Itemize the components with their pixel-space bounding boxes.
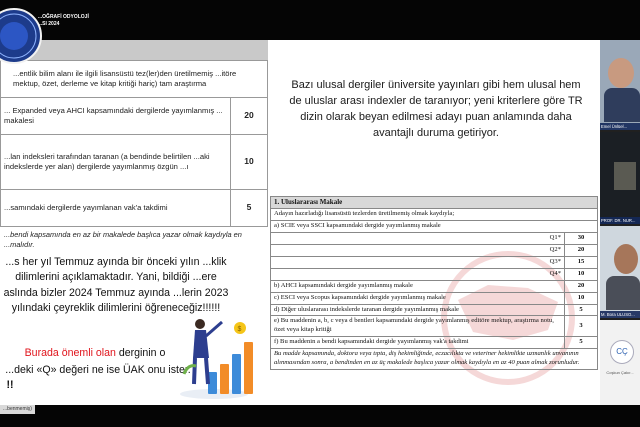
- row-a-label: a) SCIE veya SSCI kapsamındaki dergide yayımlanmış makale: [271, 221, 598, 233]
- criteria-points: 10: [231, 135, 268, 190]
- row-label: d) Diğer uluslararası indekslerde taranan dergide yayımlanmış makale: [271, 304, 565, 316]
- participant-frame: [614, 162, 636, 190]
- row-value: 20: [565, 280, 598, 292]
- criteria-points: 5: [231, 190, 268, 227]
- slide-paragraph: Bazı ulusal dergiler üniversite yayınları gibi hem ulusal hem de uluslar arası indexler de taranıyor; yeni kriterlere göre TR dizin olarak beyan edilmesi adayı puan anlamında daha avantajlı duruma getiriyor.: [289, 79, 583, 139]
- growth-chart-illustration: [178, 314, 256, 400]
- logo-line-2: ...SI 2024: [38, 21, 60, 27]
- participant-body: [606, 276, 640, 310]
- regulation-document: [270, 196, 598, 401]
- row-value: 3: [565, 316, 598, 337]
- participant-panel: [600, 40, 640, 405]
- participant-name: Emel Ünlüel...: [600, 123, 640, 130]
- logo-line-1: ...OĞRAFİ ODYOLOJİ: [38, 14, 89, 20]
- important-line: [0, 346, 190, 361]
- table-row: [271, 316, 598, 337]
- row-value: 5: [565, 337, 598, 349]
- quartile-explanation: ...s her yıl Temmuz ayında bir önceki yılın ...klik dilimlerini açıklamaktadır. Yani, bildiği ...ere aslında bizler 2024 Temmuz ayında ...lerin 2023 yılındaki çeyreklik dilimlerini öğreneceğiz!!!!!!: [3, 256, 229, 315]
- logo-emblem-icon: [0, 10, 40, 62]
- avatar: [614, 244, 638, 274]
- doc-title: 1. Uluslararası Makale: [271, 197, 598, 209]
- svg-text:$: $: [237, 326, 242, 333]
- avatar: [608, 58, 634, 88]
- participant-name: M. Bora ULUSO...: [600, 311, 640, 318]
- slide-footer-chip: ...benmemiş): [0, 405, 35, 414]
- table-row: [1, 135, 268, 190]
- participant-name: Coşkun Çakır...: [606, 370, 634, 375]
- table-row: [271, 304, 598, 316]
- criteria-intro: ...entlik bilim alanı ile ilgili lisansüstü tez(ler)den üretilmemiş ...itöre mektup, özet, derleme ve kitap kritiği hariç) tam araştırma: [1, 61, 268, 98]
- participant-video-1[interactable]: [600, 40, 640, 130]
- table-row: [271, 268, 598, 280]
- row-value: 5: [565, 304, 598, 316]
- table-row: [271, 280, 598, 292]
- quartile-label: Q4*: [271, 268, 565, 280]
- important-black-text: derginin o: [115, 347, 166, 359]
- quartile-label: Q3*: [271, 257, 565, 269]
- participant-body: [604, 88, 640, 122]
- left-slide: [0, 40, 268, 405]
- criteria-note: ...bendi kapsamında en az bir makalede başlıca yazar olmak kaydıyla en ...malıdır.: [4, 230, 242, 250]
- doc-intro: Adayın hazırladığı lisansüstü tezlerden üretilmemiş olmak kaydıyla;: [271, 209, 598, 221]
- criteria-text: ... Expanded veya AHCI kapsamındaki dergilerde yayımlanmış ... makalesi: [1, 98, 231, 135]
- row-label: e) Bu maddenin a, b, c veya d bentleri kapsamındaki dergide yayımlanmış editöre mektup, araştırma notu, özet veya kitap kritiği: [271, 316, 565, 337]
- table-row: [271, 233, 598, 245]
- criteria-text: ...lan indeksleri tarafından taranan (a bendinde belirtilen ...aki indekslerde yer alan) dergilerde yayımlanmış özgün ...ı: [1, 135, 231, 190]
- table-row: [271, 257, 598, 269]
- quartile-label: Q2*: [271, 245, 565, 257]
- quartile-label: Q1*: [271, 233, 565, 245]
- participant-tile-4[interactable]: [600, 320, 640, 405]
- quartile-value: 15: [565, 257, 598, 269]
- quartile-value: 20: [565, 245, 598, 257]
- main-slide: [268, 40, 600, 405]
- exclamation-text: !!: [6, 379, 14, 391]
- criteria-table: [0, 60, 268, 227]
- participant-initials: CÇ: [610, 340, 634, 364]
- important-red-text: Burada önemli olan: [24, 347, 116, 359]
- doc-footnote: Bu madde kapsamında, doktora veya tıpta, diş hekimliğinde, eczacılıkta ve veteriner hekimlikte uzmanlık unvanının alınmasından sonra, a bendinden en az üç makalede başlıca yazar olmak kaydıyla en az 40 puan almak zorunludur.: [271, 349, 598, 370]
- table-row: [271, 245, 598, 257]
- participant-name: PROF. DR. NUR...: [600, 217, 640, 224]
- table-row: [1, 98, 268, 135]
- logo-caption: [38, 14, 108, 28]
- q-value-line: ...deki «Q» değeri ne ise ÜAK onu ister.: [5, 364, 191, 376]
- row-label: c) ESCI veya Scopus kapsamındaki dergide yayımlanmış makale: [271, 292, 565, 304]
- quartile-value: 30: [565, 233, 598, 245]
- bottom-black-band: [0, 405, 640, 427]
- participant-video-3[interactable]: [600, 226, 640, 318]
- row-label: b) AHCI kapsamındaki dergide yayımlanmış makale: [271, 280, 565, 292]
- table-row: [271, 337, 598, 349]
- table-row: [1, 190, 268, 227]
- row-value: 10: [565, 292, 598, 304]
- criteria-points: 20: [231, 98, 268, 135]
- article-points-table: [270, 196, 598, 370]
- quartile-value: 10: [565, 268, 598, 280]
- table-row: [271, 292, 598, 304]
- criteria-text: ...samındaki dergilerde yayımlanan vak'a takdimi: [1, 190, 231, 227]
- participant-video-2[interactable]: [600, 132, 640, 224]
- row-label: f) Bu maddenin a bendi kapsamındaki dergide yayımlanmış vak'a takdimi: [271, 337, 565, 349]
